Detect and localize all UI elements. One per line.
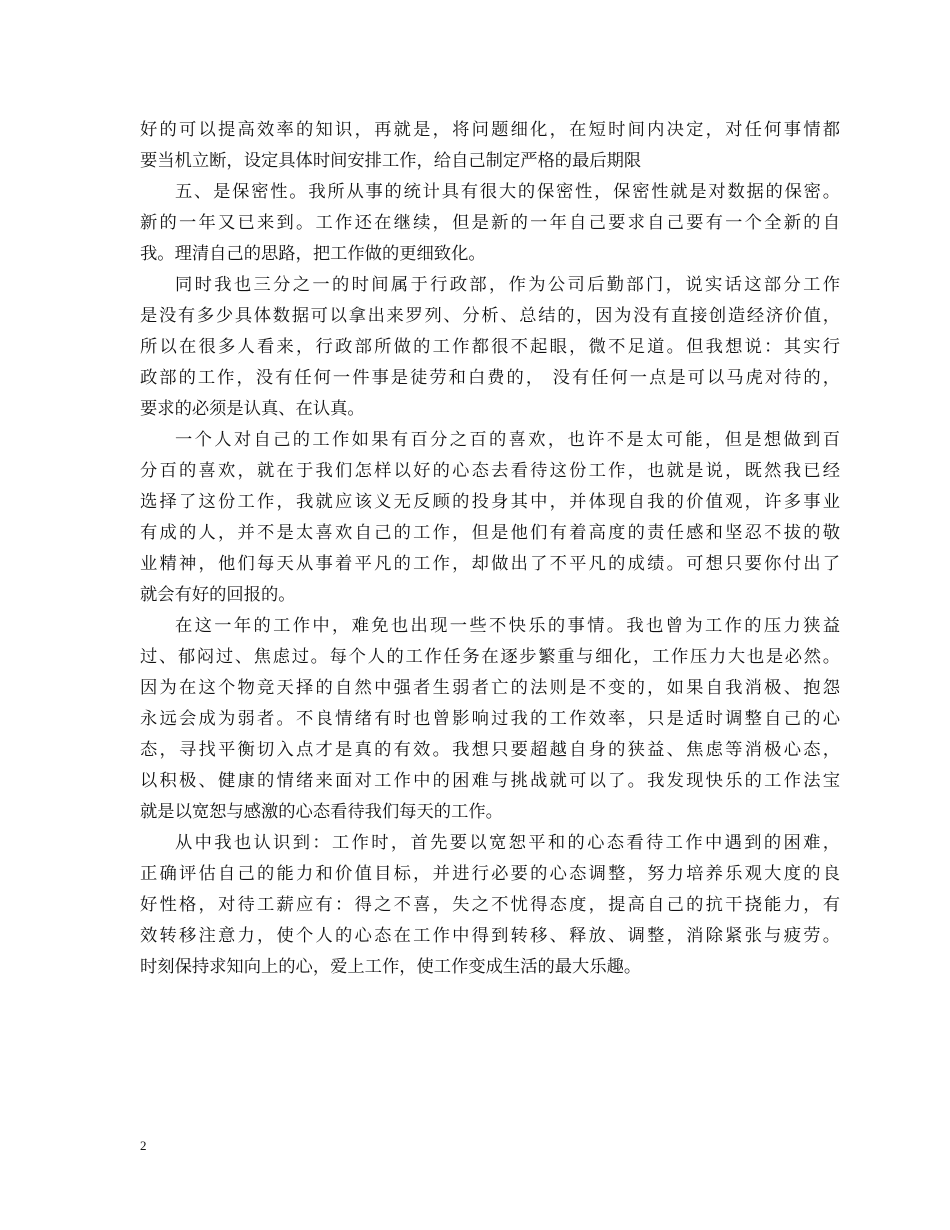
text-line: 正确评估自己的能力和价值目标，并进行必要的心态调整，努力培养乐观大度的良: [140, 864, 840, 884]
text-line: 态，寻找平衡切入点才是真的有效。我想只要超越自身的狭益、焦虑等消极心态，: [140, 740, 840, 760]
text-line: 从中我也认识到：工作时，首先要以宽恕平和的心态看待工作中遇到的困难，: [175, 833, 840, 853]
paragraph-3: [140, 270, 840, 425]
text-line: 一个人对自己的工作如果有百分之百的喜欢，也许不是太可能，但是想做到百: [175, 430, 840, 450]
text-line: 业精神，他们每天从事着平凡的工作，却做出了不平凡的成绩。可想只要你付出了: [140, 554, 840, 574]
text-line: 时刻保持求知向上的心，爱上工作，使工作变成生活的最大乐趣。: [140, 957, 642, 977]
text-line: 在这一年的工作中，难免也出现一些不快乐的事情。我也曾为工作的压力狭益: [175, 616, 840, 636]
text-line: 要当机立断，设定具体时间安排工作，给自己制定严格的最后期限: [140, 151, 642, 171]
text-line: 过、郁闷过、焦虑过。每个人的工作任务在逐步繁重与细化，工作压力大也是必然。: [140, 647, 840, 667]
text-line: 好性格，对待工薪应有：得之不喜，失之不忧得态度，提高自己的抗干挠能力，有: [140, 895, 840, 915]
text-line: 同时我也三分之一的时间属于行政部，作为公司后勤部门，说实话这部分工作: [175, 275, 840, 295]
text-line: 好的可以提高效率的知识，再就是，将问题细化，在短时间内决定，对任何事情都: [140, 120, 840, 140]
paragraph-6: [140, 828, 840, 983]
text-line: 永远会成为弱者。不良情绪有时也曾影响过我的工作效率，只是适时调整自己的心: [140, 709, 840, 729]
text-line: 以积极、健康的情绪来面对工作中的困难与挑战就可以了。我发现快乐的工作法宝: [140, 771, 840, 791]
text-line: 就会有好的回报的。: [140, 585, 296, 605]
text-line: 就是以宽恕与感激的心态看待我们每天的工作。: [140, 802, 503, 822]
paragraph-5: [140, 611, 840, 828]
text-line: 新的一年又已来到。工作还在继续，但是新的一年自己要求自己要有一个全新的自: [140, 213, 840, 233]
text-line: 因为在这个物竞天择的自然中强者生弱者亡的法则是不变的，如果自我消极、抱怨: [140, 678, 840, 698]
text-line: 所以在很多人看来，行政部所做的工作都很不起眼，微不足道。但我想说：其实行: [140, 337, 840, 357]
text-line: 我。理清自己的思路，把工作做的更细致化。: [140, 244, 486, 264]
text-line: 效转移注意力，使个人的心态在工作中得到转移、释放、调整，消除紧张与疲劳。: [140, 926, 840, 946]
text-line: 分百的喜欢，就在于我们怎样以好的心态去看待这份工作，也就是说，既然我已经: [140, 461, 840, 481]
text-line: 选择了这份工作，我就应该义无反顾的投身其中，并体现自我的价值观，许多事业: [140, 492, 840, 512]
text-line: 政部的工作，没有任何一件事是徒劳和白费的， 没有任何一点是可以马虎对待的，: [140, 368, 840, 388]
text-line: 有成的人，并不是太喜欢自己的工作，但是他们有着高度的责任感和坚忍不拔的敬: [140, 523, 840, 543]
page-number: 2: [140, 1138, 147, 1153]
paragraph-1: [140, 115, 840, 177]
paragraph-2: [140, 177, 840, 270]
paragraph-4: [140, 425, 840, 611]
text-line: 要求的必须是认真、在认真。: [140, 399, 365, 419]
text-line: 是没有多少具体数据可以拿出来罗列、分析、总结的，因为没有直接创造经济价值，: [140, 306, 840, 326]
text-line: 五、是保密性。我所从事的统计具有很大的保密性，保密性就是对数据的保密。: [175, 182, 840, 202]
document-body: [140, 115, 840, 983]
